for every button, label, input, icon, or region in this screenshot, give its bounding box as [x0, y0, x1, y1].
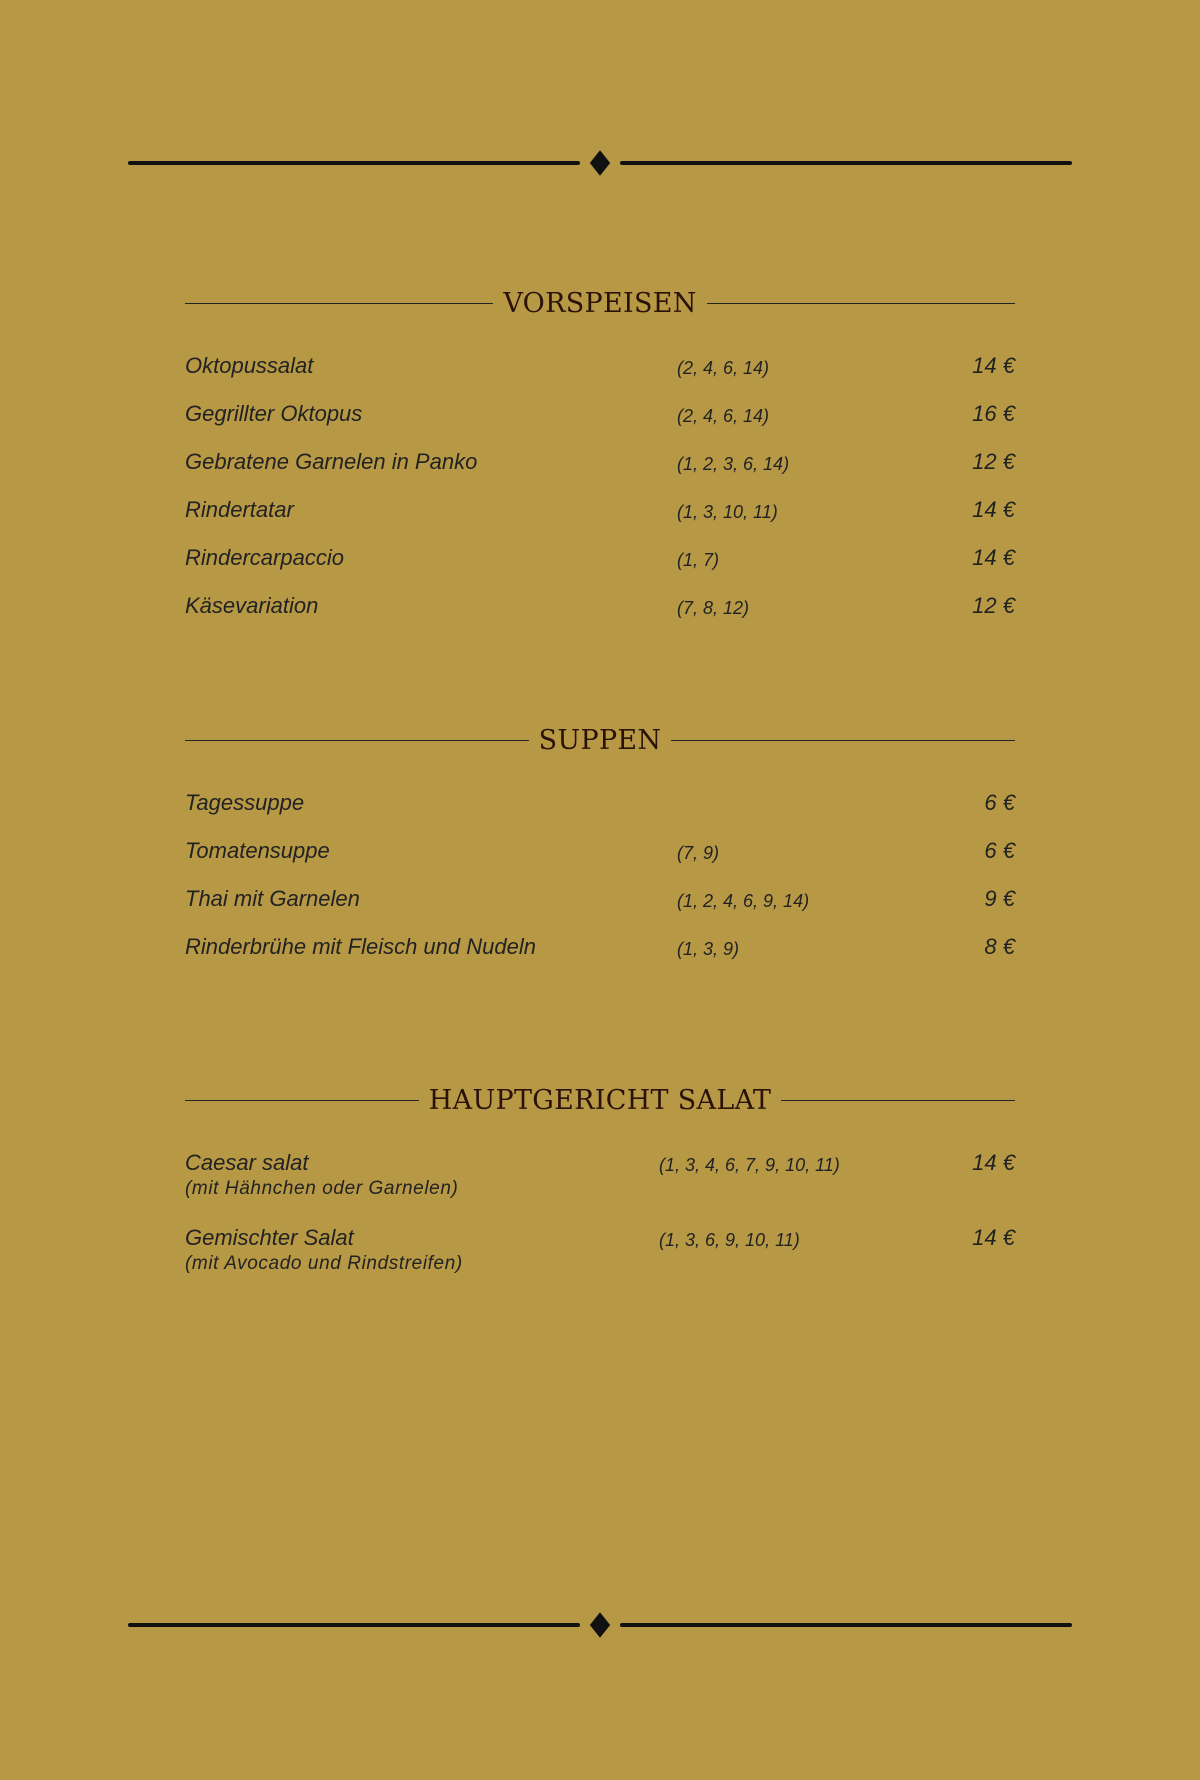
section-vorspeisen — [185, 283, 1015, 641]
header-rule — [671, 740, 1015, 741]
menu-list — [185, 1150, 1015, 1300]
divider-line — [128, 1623, 580, 1627]
menu-list — [185, 353, 1015, 641]
item-allergens: (1, 7) — [677, 550, 720, 570]
item-name: Gemischter Salat — [185, 1225, 354, 1250]
menu-item — [185, 401, 1015, 449]
diamond-icon — [590, 150, 610, 175]
item-subtitle: (mit Avocado und Rindstreifen) — [185, 1253, 463, 1274]
item-name: Rinderbrühe mit Fleisch und Nudeln — [185, 934, 536, 959]
divider-line — [620, 161, 1072, 165]
divider-line — [128, 161, 580, 165]
header-rule — [185, 1100, 419, 1101]
section-suppen — [185, 720, 1015, 982]
menu-item — [185, 790, 1015, 838]
section-header — [185, 1080, 1015, 1120]
menu-item — [185, 934, 1015, 982]
section-header — [185, 283, 1015, 323]
item-allergens: (1, 3, 9) — [677, 939, 740, 959]
item-price: 9 € — [984, 886, 1015, 911]
section-header — [185, 720, 1015, 760]
item-name: Thai mit Garnelen — [185, 886, 360, 911]
item-allergens: (1, 3, 6, 9, 10, 11) — [659, 1230, 800, 1250]
item-price: 14 € — [972, 497, 1015, 522]
item-price: 6 € — [984, 838, 1015, 863]
item-price: 16 € — [972, 401, 1015, 426]
menu-item — [185, 886, 1015, 934]
item-allergens: (1, 3, 4, 6, 7, 9, 10, 11) — [659, 1155, 840, 1175]
item-name: Oktopussalat — [185, 353, 314, 378]
header-rule — [185, 303, 493, 304]
item-price: 14 € — [972, 1225, 1015, 1250]
item-price: 8 € — [984, 934, 1015, 959]
divider-line — [620, 1623, 1072, 1627]
header-rule — [707, 303, 1015, 304]
top-divider — [128, 148, 1072, 178]
item-allergens: (7, 8, 12) — [677, 598, 750, 618]
diamond-icon — [590, 1612, 610, 1637]
item-price: 14 € — [972, 1150, 1015, 1175]
item-name: Tagessuppe — [185, 790, 305, 815]
item-price: 14 € — [972, 545, 1015, 570]
header-rule — [781, 1100, 1015, 1101]
menu-item — [185, 838, 1015, 886]
section-title: VORSPEISEN — [503, 287, 697, 319]
item-allergens: (7, 9) — [677, 843, 720, 863]
menu-item — [185, 1150, 1015, 1225]
item-name: Gebratene Garnelen in Panko — [185, 449, 478, 474]
item-allergens: (1, 3, 10, 11) — [677, 502, 778, 522]
menu-item — [185, 593, 1015, 641]
item-name: Rindercarpaccio — [185, 545, 344, 570]
item-name: Rindertatar — [185, 497, 294, 522]
item-name: Käsevariation — [185, 593, 319, 618]
menu-item — [185, 1225, 1015, 1300]
item-name: Tomatensuppe — [185, 838, 330, 863]
item-price: 12 € — [972, 593, 1015, 618]
item-allergens: (1, 2, 3, 6, 14) — [677, 454, 790, 474]
menu-item — [185, 497, 1015, 545]
section-hauptgericht-salat — [185, 1080, 1015, 1300]
item-allergens: (2, 4, 6, 14) — [677, 358, 770, 378]
menu-item — [185, 449, 1015, 497]
item-allergens: (2, 4, 6, 14) — [677, 406, 770, 426]
bottom-divider — [128, 1610, 1072, 1640]
menu-list — [185, 790, 1015, 982]
menu-item — [185, 545, 1015, 593]
item-subtitle: (mit Hähnchen oder Garnelen) — [185, 1178, 459, 1199]
item-price: 12 € — [972, 449, 1015, 474]
item-price: 6 € — [984, 790, 1015, 815]
menu-item — [185, 353, 1015, 401]
section-title: SUPPEN — [538, 724, 662, 756]
header-rule — [185, 740, 529, 741]
item-name: Caesar salat — [185, 1150, 309, 1175]
item-price: 14 € — [972, 353, 1015, 378]
item-allergens: (1, 2, 4, 6, 9, 14) — [677, 891, 810, 911]
section-title: HAUPTGERICHT SALAT — [428, 1084, 772, 1116]
item-name: Gegrillter Oktopus — [185, 401, 363, 426]
